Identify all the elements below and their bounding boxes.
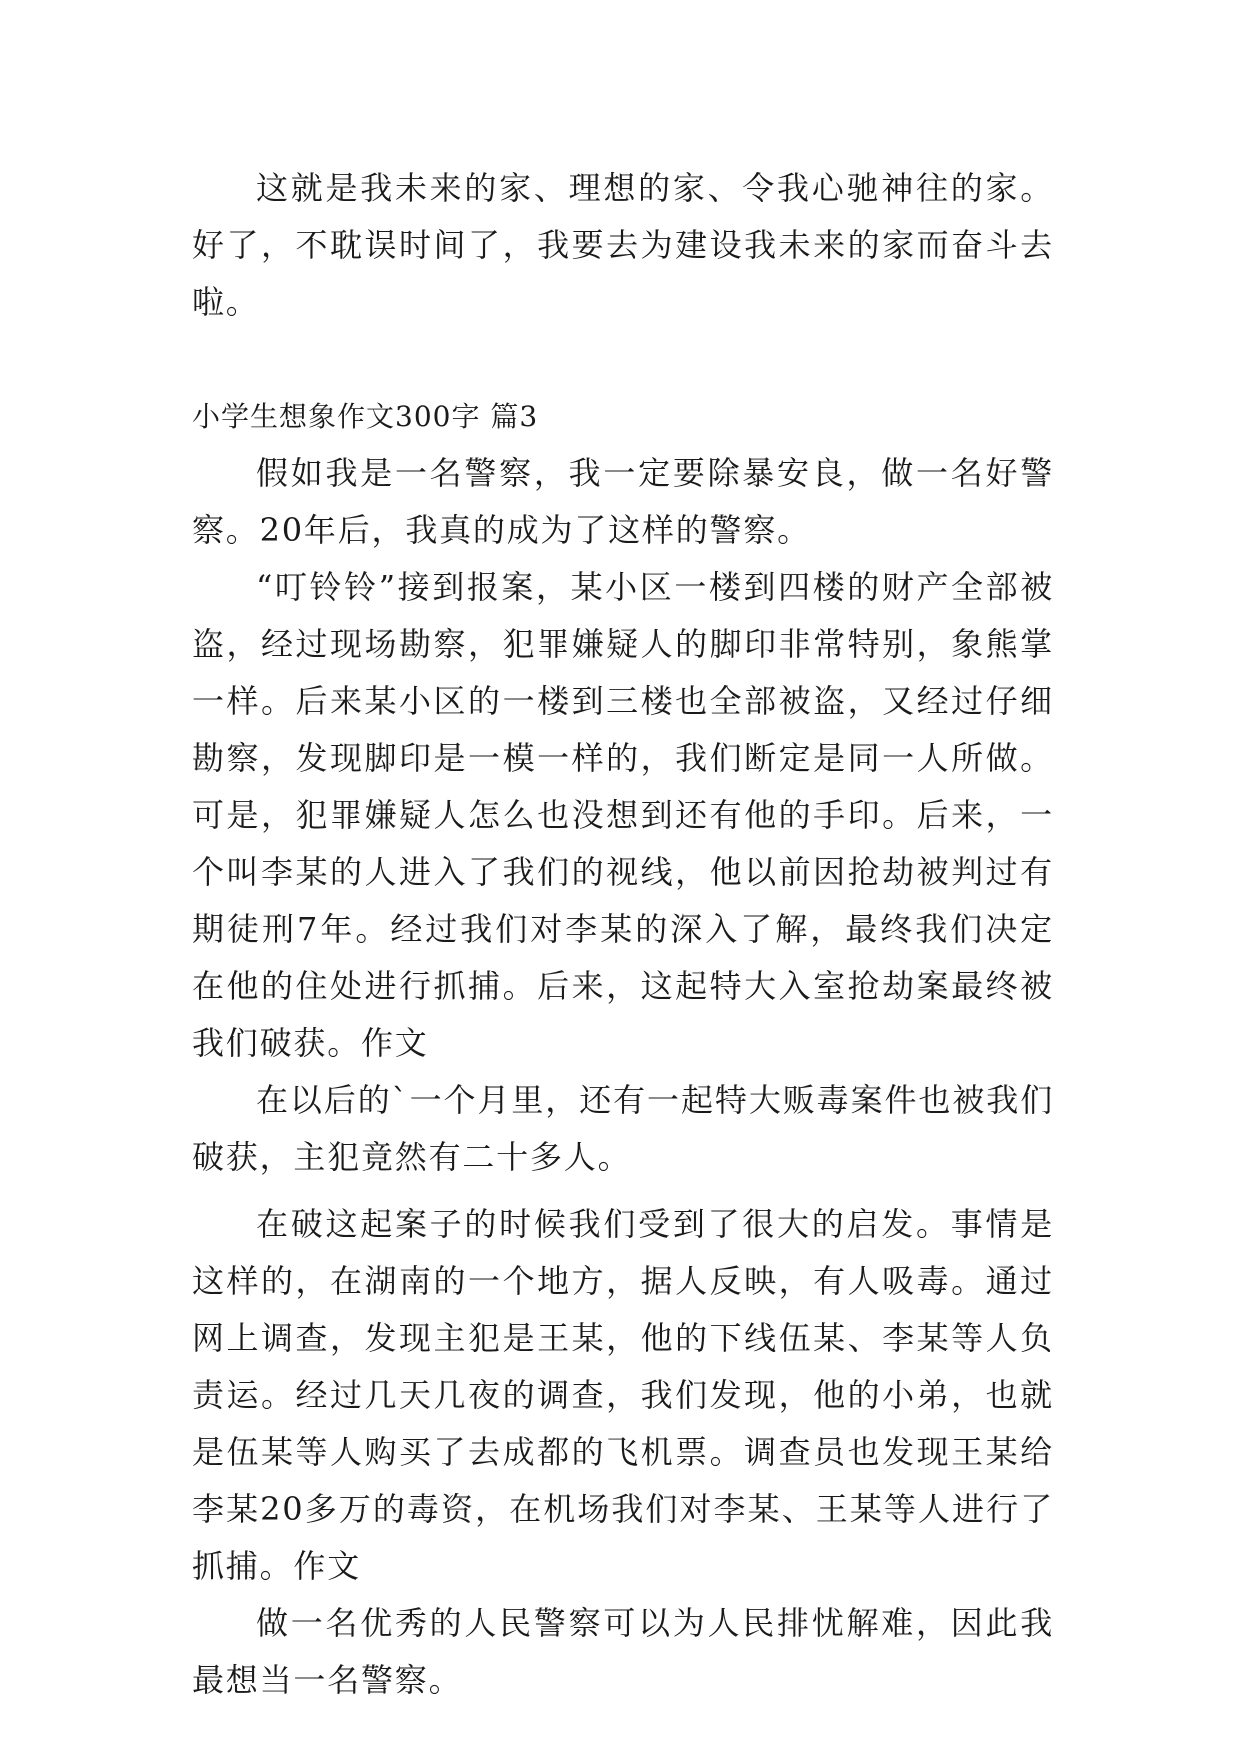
paragraph-1: 这就是我未来的家、理想的家、令我心驰神往的家。好了，不耽误时间了，我要去为建设我未来的家而奋斗去啦。: [192, 169, 1054, 321]
paragraph-6: 做一名优秀的人民警察可以为人民排忧解难，因此我最想当一名警察。: [192, 1604, 1054, 1699]
paragraph-2: 假如我是一名警察，我一定要除暴安良，做一名好警察。20年后，我真的成为了这样的警察。: [192, 454, 1054, 549]
essay-heading: 小学生想象作文300字 篇3: [192, 400, 539, 433]
document-body: [192, 160, 1054, 1709]
paragraph-5: 在破这起案子的时候我们受到了很大的启发。事情是这样的，在湖南的一个地方，据人反映，有人吸毒。通过网上调查，发现主犯是王某，他的下线伍某、李某等人负责运。经过几天几夜的调查，我们发现，他的小弟，也就是伍某等人购买了去成都的飞机票。调查员也发现王某给李某20多万的毒资，在机场我们对李某、王某等人进行了抓捕。作文: [192, 1205, 1054, 1585]
paragraph-3: “叮铃铃”接到报案，某小区一楼到四楼的财产全部被盗，经过现场勘察，犯罪嫌疑人的脚印非常特别，象熊掌一样。后来某小区的一楼到三楼也全部被盗，又经过仔细勘察，发现脚印是一模一样的，我们断定是同一人所做。可是，犯罪嫌疑人怎么也没想到还有他的手印。后来，一个叫李某的人进入了我们的视线，他以前因抢劫被判过有期徒刑7年。经过我们对李某的深入了解，最终我们决定在他的住处进行抓捕。后来，这起特大入室抢劫案最终被我们破获。作文: [192, 568, 1054, 1062]
paragraph-4: 在以后的`一个月里，还有一起特大贩毒案件也被我们破获，主犯竟然有二十多人。: [192, 1081, 1054, 1176]
